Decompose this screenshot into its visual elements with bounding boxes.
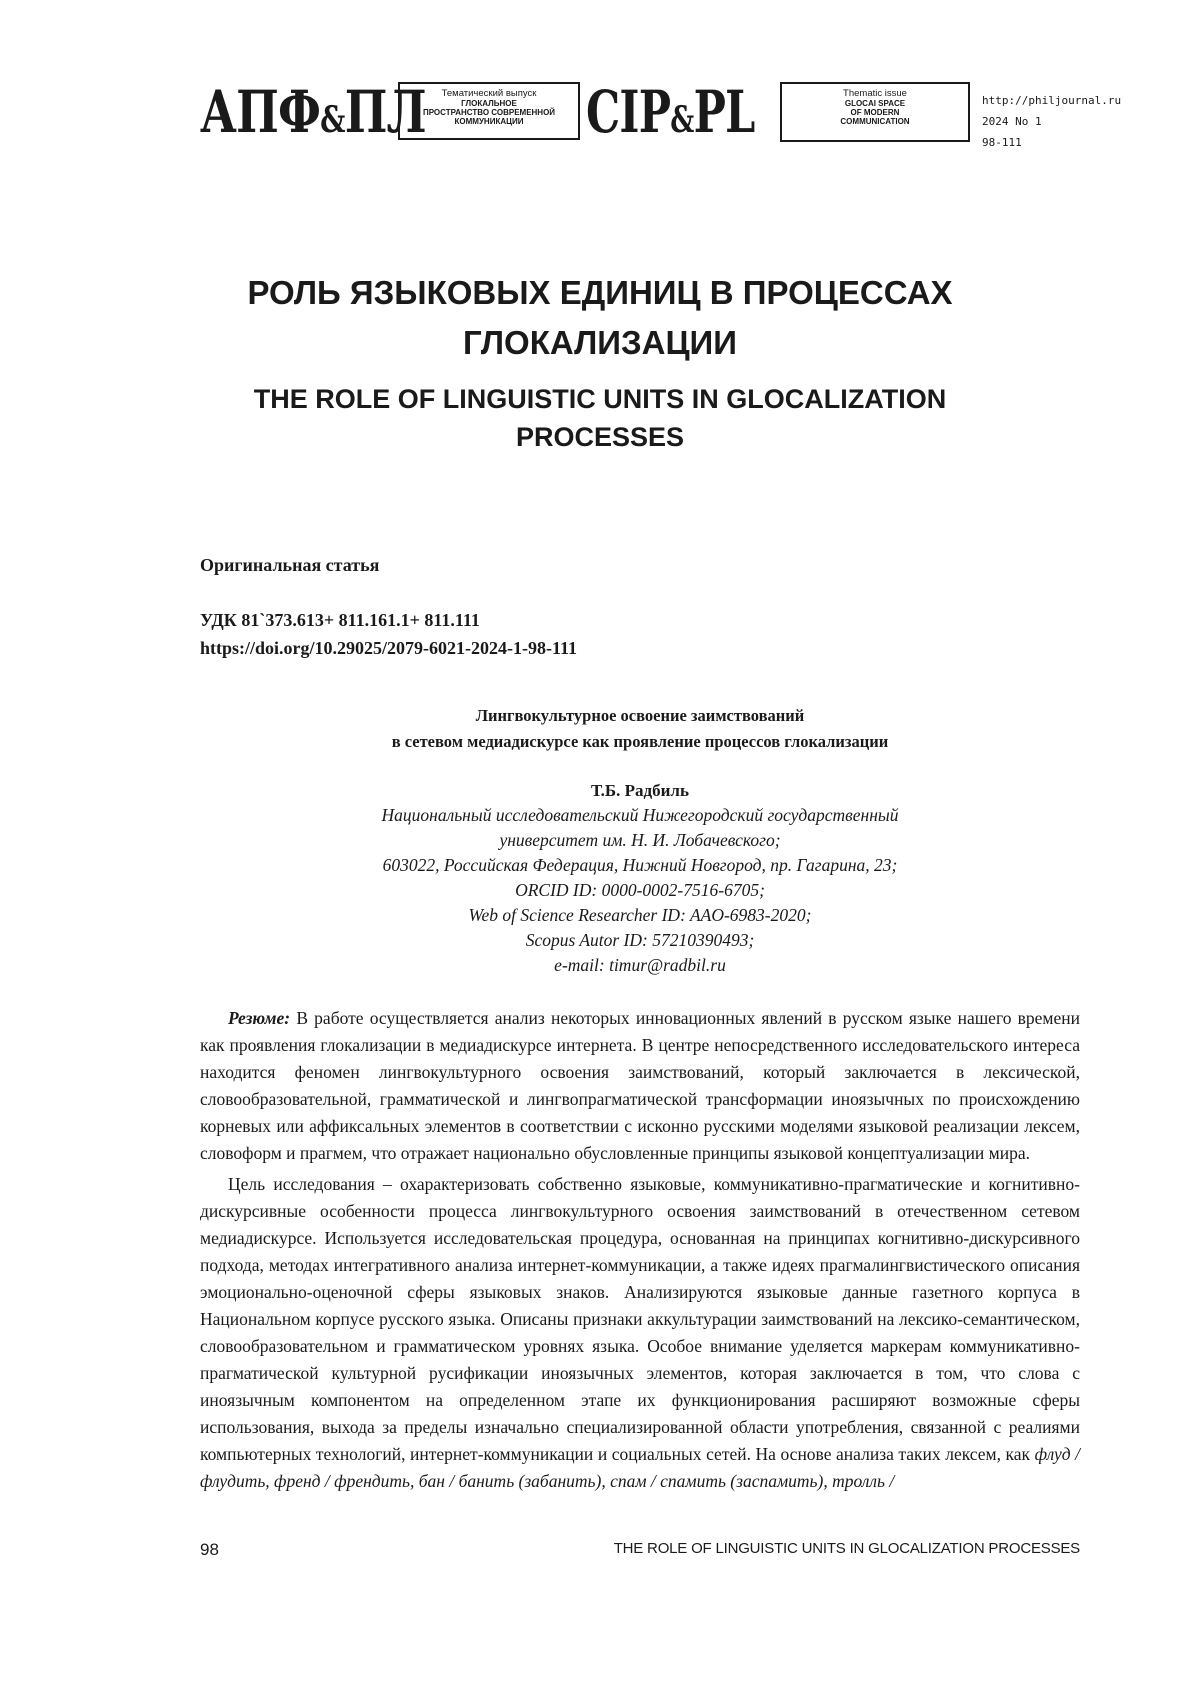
issue-label-ru: Тематический выпуск: [441, 88, 537, 99]
running-title: THE ROLE OF LINGUISTIC UNITS IN GLOCALIZATION PROCESSES: [613, 1540, 1080, 1557]
udc-code: УДК 81`373.613+ 811.161.1+ 811.111: [200, 610, 480, 630]
doi-link[interactable]: https://doi.org/10.29025/2079-6021-2024-1-98-111: [200, 638, 577, 658]
abstract: [200, 1005, 1080, 1495]
journal-meta: [982, 90, 1121, 153]
journal-logo-ru: АПФ&ПЛ: [200, 78, 426, 146]
affiliation-address: 603022, Российская Федерация, Нижний Новгород, пр. Гагарина, 23;: [382, 855, 898, 875]
abstract-paragraph-1: Резюме: В работе осуществляется анализ некоторых инновационных явлений в русском языке нашего времени как проявления глокализации в медиадискурсе интернета. В центре непосредственного исследовательского интереса находится феномен лингвокультурного освоения заимствований, который заключается в лексической, словообразовательной, грамматической и лингвопрагматической трансформации иноязычных по происхождению корневых или аффиксальных элементов в соответствии с исконно русскими моделями языковой реализации лексем, словоформ и прагмем, что отражает национально обусловленные принципы языковой концептуализации мира.: [200, 1008, 1080, 1163]
example-terms: флуд / флудить, френд / френдить, бан / банить (забанить), спам / спамить (заспамить), тролль /: [200, 1444, 1080, 1491]
scopus-id: Scopus Autor ID: 57210390493;: [525, 930, 755, 950]
article-type: Оригинальная статья: [200, 555, 380, 575]
author-block: [200, 778, 1080, 978]
article-title-ru: РОЛЬ ЯЗЫКОВЫХ ЕДИНИЦ В ПРОЦЕССАХ ГЛОКАЛИЗАЦИИ: [247, 274, 953, 361]
page-number: 98: [200, 1540, 219, 1559]
masthead: [200, 78, 1122, 149]
wos-id: Web of Science Researcher ID: AAO-6983-2020;: [468, 905, 812, 925]
affiliation-line-1: Национальный исследовательский Нижегородский государственный: [381, 805, 899, 825]
abstract-paragraph-2: Цель исследования – охарактеризовать собственно языковые, коммуникативно-прагматические и когнитивно-дискурсивные особенности процесса лингвокультурного освоения заимствований в отечественном сетевом медиадискурсе. Используется исследовательская процедура, основанная на принципах когнитивно-дискурсивного подхода, методах интегративного анализа интернет-коммуникации, а также идеях прагмалингвистического описания эмоционально-оценочной сферы языковых знаков. Анализируются языковые данные газетного корпуса в Национальном корпусе русского языка. Описаны признаки аккультурации заимствований на лексико-семантическом, словообразовательном и грамматическом уровнях языка. Особое внимание уделяется маркерам коммуникативно-прагматической культурной русификации иноязычных элементов, которая заключается в том, что слова с иноязычным компонентом на определенном этапе их функционирования расширяют возможные сферы использования, выхода за пределы изначально специализированной области употребления, связанной с реалиями компьютерных технологий, интернет-коммуникации и социальных сетей. На основе анализа таких лексем, как флуд / флудить, френд / френдить, бан / банить (забанить), спам / спамить (заспамить), тролль /: [200, 1174, 1080, 1491]
affiliation-line-2: университет им. Н. И. Лобачевского;: [499, 830, 781, 850]
thematic-issue-box-ru: Тематический выпуск ГЛОКАЛЬНОЕ ПРОСТРАНСТВО СОВРЕМЕННОЙ КОММУНИКАЦИИ: [398, 82, 580, 140]
udc-doi-block: [200, 606, 577, 662]
article-subtitle: Лингвокультурное освоение заимствований в сетевом медиадискурсе как проявление процессов глокализации: [391, 706, 889, 751]
article-title-en: THE ROLE OF LINGUISTIC UNITS IN GLOCALIZATION PROCESSES: [253, 384, 947, 452]
author-name: Т.Б. Радбиль: [591, 781, 689, 800]
issue-label-en: Thematic issue: [843, 88, 907, 99]
page-footer: [200, 1540, 1080, 1564]
orcid-id: ORCID ID: 0000-0002-7516-6705;: [515, 880, 765, 900]
journal-url[interactable]: http://philjournal.ru: [982, 94, 1122, 107]
page-range: 98-111: [982, 136, 1022, 149]
journal-logo-en: CIP&PL: [586, 78, 755, 146]
abstract-label: Резюме:: [228, 1008, 291, 1028]
year-issue: 2024 No 1: [982, 115, 1042, 128]
author-email[interactable]: e-mail: timur@radbil.ru: [554, 955, 726, 975]
thematic-issue-box-en: Thematic issue GLOCAI SPACE OF MODERN COMMUNICATION: [780, 82, 970, 142]
